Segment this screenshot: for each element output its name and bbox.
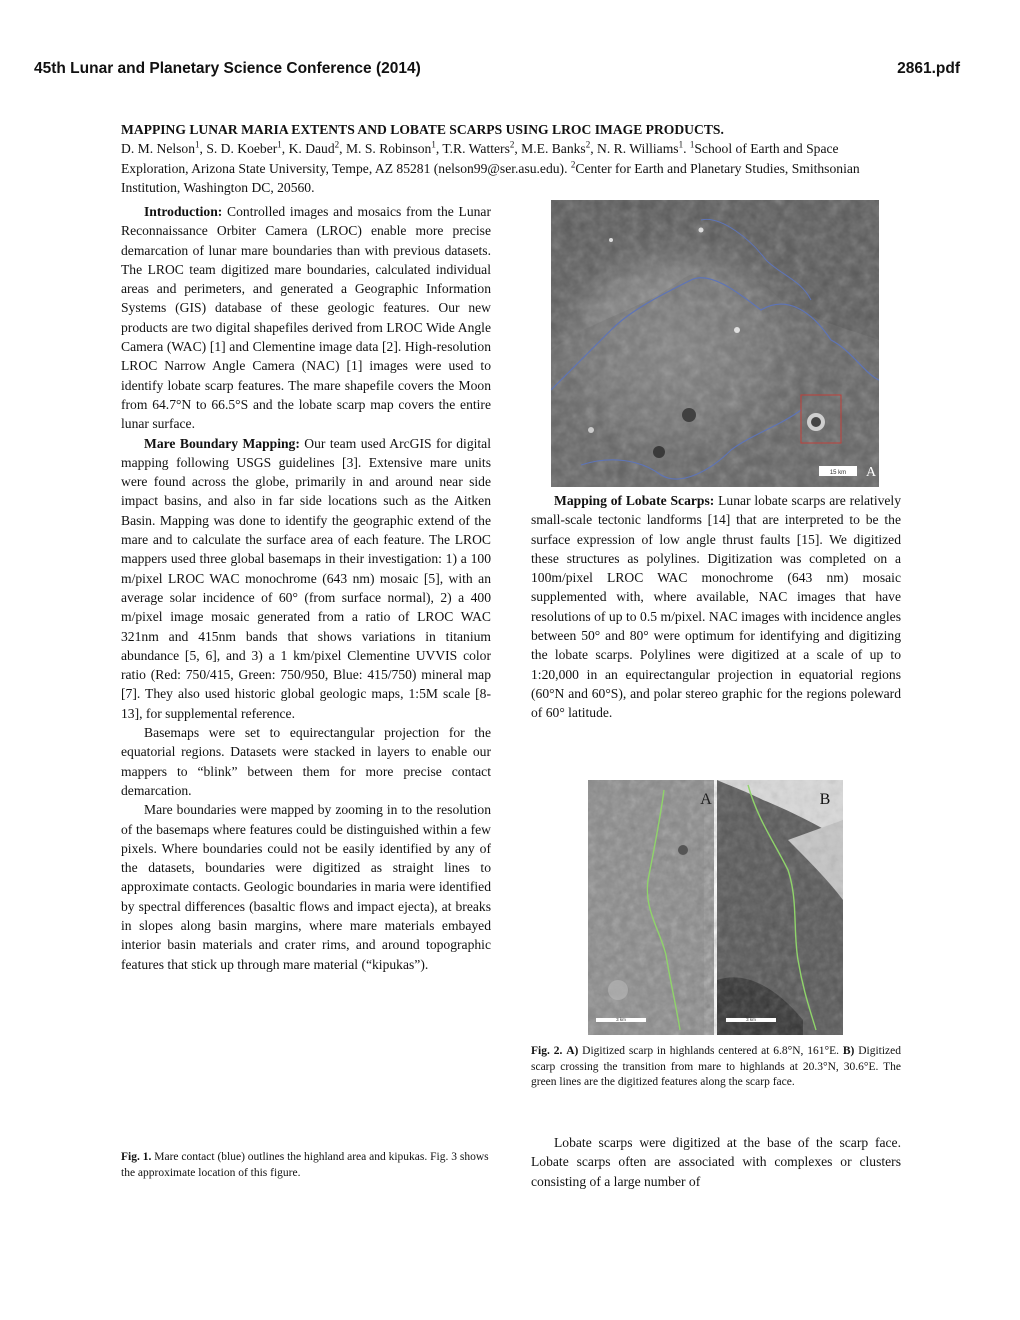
fig1-scale-label: 15 km [829,470,847,476]
running-header-left: 45th Lunar and Planetary Science Conference (2014) [34,60,421,77]
mare-heading: Mare Boundary Mapping: [144,435,300,451]
affiliation-1: School of Earth and Space Exploration, Arizona State University, Tempe, AZ 85281 (nelson99@ser.asu.edu). [121,141,839,176]
right-column [531,491,901,723]
fig1-panel-label: A [865,465,877,480]
right-column-bottom [531,1133,901,1191]
scarps-paragraph-1: Mapping of Lobate Scarps: Lunar lobate scarps are relatively small-scale tectonic landforms [14] that are interpreted to be the surface expression of low angle thrust faults [15]. We digitized these structures as polylines. Digitization was completed on a 100m/pixel LROC WAC monochrome (643 nm) mosaic supplemented with, where available, NAC images that have resolutions of up to 0.5 m/pixel. NAC images with incidence angles between 50° and 80° were optimum for identifying and digitizing the lobate scarps. Polylines were digitized at a scale of up to 1:20,000 in an equirectangular projection in equatorial regions (60°N and 60°S), and polar stereo graphic for the regions poleward of 60° latitude. [531,493,901,721]
intro-paragraph: Introduction: Controlled images and mosaics from the Lunar Reconnaissance Orbiter Camera (LROC) enable more precise demarcation of lunar mare boundaries than with previous datasets. The LROC team digitized mare boundaries, calculated individual areas and perimeters, and generated a Geographic Information Systems (GIS) database of these geologic features. Our new products are two digital shapefiles derived from LROC Wide Angle Camera (WAC) [1] and Clementine image data [2]. High-resolution LROC Narrow Angle Camera (NAC) [1] images were used to identify lobate scarp features. The mare shapefile covers the Moon from 64.7°N to 66.5°S and the lobate scarp map covers the entire lunar surface. [121,204,491,432]
paper-title: MAPPING LUNAR MARIA EXTENTS AND LOBATE SCARPS USING LROC IMAGE PRODUCTS. [121,122,724,137]
fig1-caption: Fig. 1. Mare contact (blue) outlines the highland area and kipukas. Fig. 3 shows the approximate location of this figure. [121,1151,489,1179]
running-header-right: 2861.pdf [897,60,960,77]
fig2-panel-b-label: B [819,791,831,808]
mare-paragraph-3: Mare boundaries were mapped by zooming in to the resolution of the basemaps where features could be distinguished within a few pixels. Where boundaries could not be easily identified by any of the datasets, boundaries were digitized as straight lines to approximate contacts. Geologic boundaries in maria were identified by spectral differences (basaltic flows and impact ejecta), at breaks in slopes along basin margins, where mare materials embayed interior basin materials and crater rims, and around topographic features that stick up through mare material (“kipukas”). [121,802,491,972]
fig1-image [551,200,879,487]
scarps-heading: Mapping of Lobate Scarps: [554,493,715,508]
fig2-scale-b: 3 km [746,1017,756,1022]
fig2-panels [588,780,843,1035]
author-list: D. M. Nelson$^1$, S. D. Koeber$^1$, K. Daud$^2$, M. S. Robinson$^1$, T.R. Watters$^2$, M.E. Banks$^2$, N. R. Williams$^1$. $^1$School of Earth and Space Exploration, Arizona State University, Tempe, AZ 85281 (nelson99@ser.asu.edu). $^2$Center for Earth and Planetary Studies, Smithsonian Institution, Washington DC, 20560. [121,139,860,195]
fig2-panel-a-label: A [700,791,712,808]
mare-paragraph-2: Basemaps were set to equirectangular projection for the equatorial regions. Datasets were stacked in layers to enable our mappers to “blink” between them for more precise contact demarcation. [121,725,491,798]
mare-paragraph-1: Mare Boundary Mapping: Our team used ArcGIS for digital mapping following USGS guidelines [3]. Extensive mare units were found across the globe, primarily in and around near side impact basins, and also in far side locations such as the Aitken Basin. Mapping was done to identify the geographic extend of the mare and to calculate the surface area of each feature. The LROC mappers used three global basemaps in their investigation: 1) a 100 m/pixel LROC WAC monochrome (643 nm) mosaic [5], with an average solar incidence of 60° (from surface normal), 2) a 400 m/pixel image mosaic generated from a ratio of LROC WAC 321nm and 415nm bands that shows variations in titanium abundance [5, 6], and 3) a 1 km/pixel Clementine UVVIS color ratio (Red: 750/415, Green: 750/950, Blue: 415/750) mineral map [7]. They also used historic global geologic maps, 1:5M scale [8-13], for supplemental reference. [121,435,491,721]
scarps-paragraph-2: Lobate scarps were digitized at the base of the scarp face. Lobate scarps often are associated with complexes or clusters consisting of a large number of [531,1135,901,1189]
intro-heading: Introduction: [144,204,223,219]
affiliation-2: Center for Earth and Planetary Studies, Smithsonian Institution, Washington DC, 20560. [121,160,860,195]
title-block [121,120,901,197]
fig2-image [588,780,843,1035]
fig2-caption: Fig. 2. A) Digitized scarp in highlands centered at 6.8°N, 161°E. B) Digitized scarp crossing the transition from mare to highlands at 20.3°N, 30.6°E. The green lines are the digitized features along the scarp face. [531,1045,902,1088]
left-column [121,202,491,974]
fig2-scale-a: 3 km [616,1017,626,1022]
fig1-mosaic [551,200,879,487]
